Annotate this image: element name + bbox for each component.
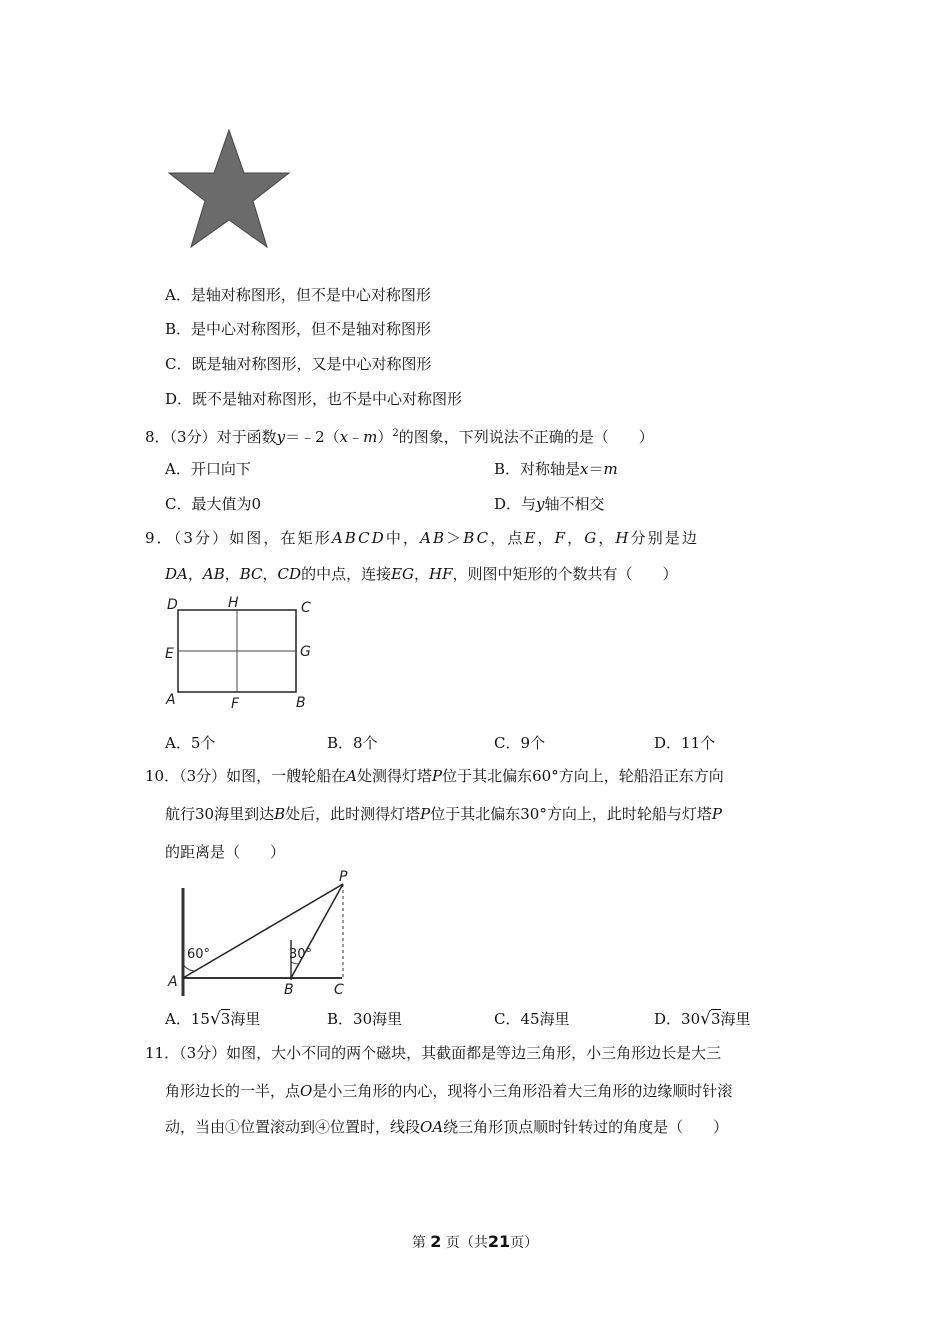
q11-stem-line3: 动，当由①位置滚动到④位置时，线段OA绕三角形顶点顺时针转过的角度是（ ） bbox=[165, 1118, 729, 1136]
label-e: E bbox=[165, 646, 174, 662]
q11-stem-line1: 11．（3分）如图，大小不同的两个磁块，其截面都是等边三角形，小三角形边长是大三 bbox=[145, 1044, 722, 1062]
q9-stem-line2: DA，AB，BC，CD的中点，连接EG，HF，则图中矩形的个数共有（ ） bbox=[165, 565, 678, 583]
lighthouse-figure bbox=[160, 868, 360, 998]
q10-stem-line3: 的距离是（ ） bbox=[165, 843, 286, 861]
q7-option-a: A．是轴对称图形，但不是中心对称图形 bbox=[165, 286, 431, 304]
q9-option-d: D．11个 bbox=[654, 734, 716, 752]
label-h: H bbox=[228, 595, 239, 611]
q8-option-c: C．最大值为0 bbox=[165, 495, 262, 513]
page-total: 21 bbox=[487, 1232, 511, 1251]
q7-option-d: D．既不是轴对称图形，也不是中心对称图形 bbox=[165, 390, 463, 408]
angle-label-b: 30° bbox=[289, 947, 313, 962]
q9-stem-line1: 9．（3分）如图，在矩形ABCD中，AB＞BC，点E，F，G，H分别是边 bbox=[145, 529, 700, 547]
q10-option-b: B．30海里 bbox=[327, 1010, 403, 1028]
q10-option-d: D．30√3海里 bbox=[654, 1009, 751, 1029]
star-shape bbox=[169, 130, 289, 247]
label-c: C bbox=[301, 600, 311, 616]
page-footer: 第 2 页（共21页） bbox=[411, 1232, 539, 1251]
q8-option-b: B．对称轴是x＝m bbox=[494, 460, 618, 478]
q8-option-d: D．与y轴不相交 bbox=[494, 495, 605, 513]
q10-option-a: A．15√3海里 bbox=[165, 1009, 261, 1029]
sqrt-sign: √ bbox=[700, 1009, 711, 1029]
angle-arc-b bbox=[291, 962, 299, 964]
angle-arc-a bbox=[183, 964, 195, 971]
angle-label-a: 60° bbox=[187, 947, 211, 962]
label-a: A bbox=[168, 974, 178, 990]
page-number: 2 bbox=[430, 1232, 442, 1251]
q10-stem-line1: 10．（3分）如图，一艘轮船在A处测得灯塔P位于其北偏东60°方向上，轮船沿正东方向 bbox=[145, 767, 724, 785]
q9-option-c: C．9个 bbox=[494, 734, 546, 752]
q10-stem-line2: 航行30海里到达B处后，此时测得灯塔P位于其北偏东30°方向上，此时轮船与灯塔P bbox=[165, 805, 722, 823]
segment-ap bbox=[183, 884, 343, 978]
q10-option-c: C．45海里 bbox=[494, 1010, 570, 1028]
label-b: B bbox=[296, 695, 306, 711]
label-d: D bbox=[167, 597, 178, 613]
q9-option-b: B．8个 bbox=[327, 734, 378, 752]
label-a: A bbox=[166, 692, 176, 708]
label-g: G bbox=[300, 644, 311, 660]
label-p: P bbox=[339, 869, 348, 885]
q7-option-b: B．是中心对称图形，但不是轴对称图形 bbox=[165, 320, 432, 338]
q7-option-c: C．既是轴对称图形，又是中心对称图形 bbox=[165, 355, 432, 373]
label-c: C bbox=[334, 982, 344, 998]
rectangle-figure bbox=[160, 592, 330, 717]
q8-stem: 8．（3分）对于函数y＝﹣2（x﹣m）$^2$的图象，下列说法不正确的是（ ） bbox=[145, 428, 654, 446]
q9-option-a: A．5个 bbox=[165, 734, 216, 752]
star-figure bbox=[165, 125, 293, 253]
label-b: B bbox=[284, 982, 294, 998]
q11-stem-line2: 角形边长的一半，点O是小三角形的内心，现将小三角形沿着大三角形的边缘顺时针滚 bbox=[165, 1082, 733, 1100]
sqrt-sign: √ bbox=[209, 1009, 221, 1029]
q8-option-a: A．开口向下 bbox=[165, 460, 251, 478]
label-f: F bbox=[231, 696, 240, 712]
